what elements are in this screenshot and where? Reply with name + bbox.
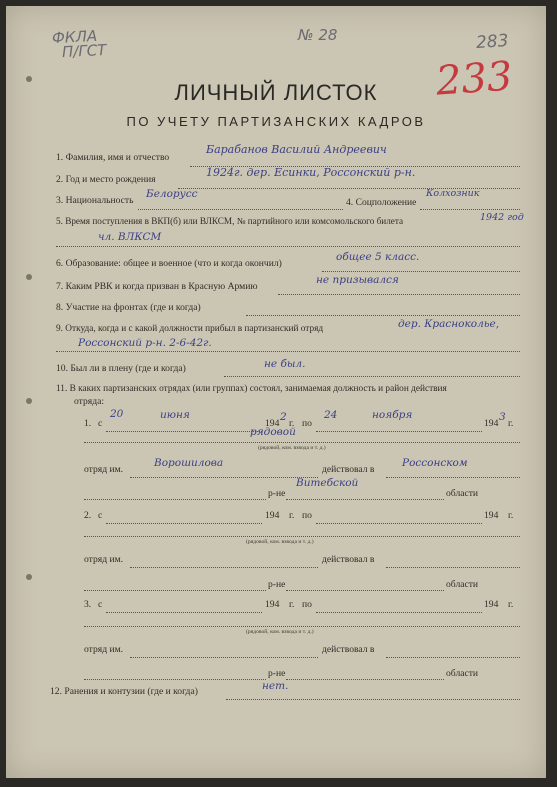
entry-2-position-hint: (рядовой, ком. взвода и т. д.) <box>246 539 314 545</box>
entry-1-detachment-label: отряд им. <box>84 464 124 475</box>
field-label-social: 4. Соцположение <box>346 197 417 208</box>
entry-2-region-label: области <box>446 579 479 590</box>
entry-1-to-day: 24 <box>324 409 338 421</box>
punch-hole <box>26 398 32 404</box>
entry-1-district-label: р-не <box>268 488 286 499</box>
field-value-name: Барабанов Василий Андреевич <box>206 143 387 156</box>
entry-3-to-year-prefix: 194 <box>484 599 499 610</box>
field-label-fronts: 8. Участие на фронтах (где и когда) <box>56 302 201 313</box>
entry-3-acted-label: действовал в <box>322 644 375 655</box>
entry-1-c: с <box>98 418 103 429</box>
entry-2-number: 2. <box>84 510 92 521</box>
field-value-wounds: нет. <box>262 680 289 692</box>
entry-1-region: Витебской <box>296 477 359 489</box>
entry-2-detachment-label: отряд им. <box>84 554 124 565</box>
entry-1-acted-label: действовал в <box>322 464 375 475</box>
field-label-arrival: 9. Откуда, когда и с какой должности прибыл в партизанский отряд <box>56 324 324 334</box>
entry-2-c: с <box>98 510 103 521</box>
entry-1-region-label: области <box>446 488 479 499</box>
field-label-birth: 2. Год и место рождения <box>56 174 156 185</box>
field-label-detachments: 11. В каких партизанских отрядах (или группах) состоял, занимаемая должность и район действия <box>56 384 447 394</box>
entry-3-po: по <box>302 599 312 610</box>
entry-3-district-label: р-не <box>268 668 286 679</box>
entry-1-to-g: г. <box>508 418 514 429</box>
document-title: ЛИЧНЫЙ ЛИСТОК <box>174 80 378 105</box>
entry-1-from-year-prefix: 194 <box>265 418 280 429</box>
entry-3-to-g: г. <box>508 599 514 610</box>
entry-3-from-year-prefix: 194 <box>265 599 280 610</box>
pencil-note-sheet: 283 <box>475 30 510 54</box>
entry-3-position-hint: (рядовой, ком. взвода и т. д.) <box>246 629 314 635</box>
entry-2-from-year-prefix: 194 <box>265 510 280 521</box>
entry-1-po: по <box>302 418 312 429</box>
entry-2-district-label: р-не <box>268 579 286 590</box>
document-subtitle: ПО УЧЕТУ ПАРТИЗАНСКИХ КАДРОВ <box>126 114 426 129</box>
field-value-party-year: 1942 год <box>480 212 524 223</box>
entry-1-from-month: июня <box>160 409 190 421</box>
entry-2-to-year-prefix: 194 <box>484 510 499 521</box>
field-label-wounds: 12. Ранения и контузии (где и когда) <box>50 686 198 697</box>
entry-3-from-g: г. <box>289 599 295 610</box>
field-label-education: 6. Образование: общее и военное (что и когда окончил) <box>56 258 282 269</box>
entry-2-from-g: г. <box>289 510 295 521</box>
entry-1-detachment: Ворошилова <box>154 457 224 469</box>
entry-2-acted-label: действовал в <box>322 554 375 565</box>
entry-3-c: с <box>98 599 103 610</box>
entry-3-number: 3. <box>84 599 92 610</box>
field-value-nationality: Белорусс <box>146 188 198 200</box>
field-value-arrival-2: Россонский р-н. 2-6-42г. <box>78 337 212 349</box>
entry-1-to-month: ноября <box>372 409 413 421</box>
pencil-note-archive: ФКЛА <box>51 26 98 48</box>
entry-3-region-label: области <box>446 668 479 679</box>
entry-1-from-year: 2 <box>280 411 287 423</box>
entry-2-to-g: г. <box>508 510 514 521</box>
entry-1-position: рядовой <box>250 426 296 438</box>
field-label-party: 5. Время поступления в ВКП(б) или ВЛКСМ, № партийного или комсомольского билета <box>56 216 404 226</box>
field-value-birth: 1924г. дер. Есинки, Россонский р-н. <box>206 166 416 179</box>
punch-hole <box>26 574 32 580</box>
pencil-note-number: № 28 <box>298 26 338 44</box>
field-value-conscription: не призывался <box>316 274 399 286</box>
entry-1-number: 1. <box>84 418 92 429</box>
field-label-nationality: 3. Национальность <box>56 195 134 206</box>
field-label-captivity: 10. Был ли в плену (где и когда) <box>56 363 186 374</box>
entry-1-to-year-prefix: 194 <box>484 418 499 429</box>
entry-2-po: по <box>302 510 312 521</box>
field-value-captivity: не был. <box>264 358 306 370</box>
field-label-conscription: 7. Каким РВК и когда призван в Красную Армию <box>56 281 258 292</box>
field-value-education: общее 5 класс. <box>336 251 420 263</box>
field-value-party-membership: чл. ВЛКСМ <box>98 231 162 243</box>
entry-3-detachment-label: отряд им. <box>84 644 124 655</box>
entry-1-position-hint: (рядовой, ком. взвода и т. д.) <box>258 445 326 451</box>
entry-1-from-day: 20 <box>110 408 124 420</box>
field-value-arrival-1: дер. Красноколье, <box>398 318 500 330</box>
entry-1-to-year: 3 <box>499 411 506 423</box>
red-ink-number: 233 <box>434 53 514 105</box>
pencil-note-archive-2: П/ГСТ <box>61 40 107 62</box>
punch-hole <box>26 274 32 280</box>
field-label-name: 1. Фамилия, имя и отчество <box>56 152 170 163</box>
entry-1-acted: Россонском <box>402 457 468 469</box>
field-value-social: Колхозник <box>426 188 480 199</box>
field-label-detachments-2: отряда: <box>74 396 104 407</box>
document-sheet <box>6 6 546 778</box>
entry-1-from-g: г. <box>289 418 295 429</box>
